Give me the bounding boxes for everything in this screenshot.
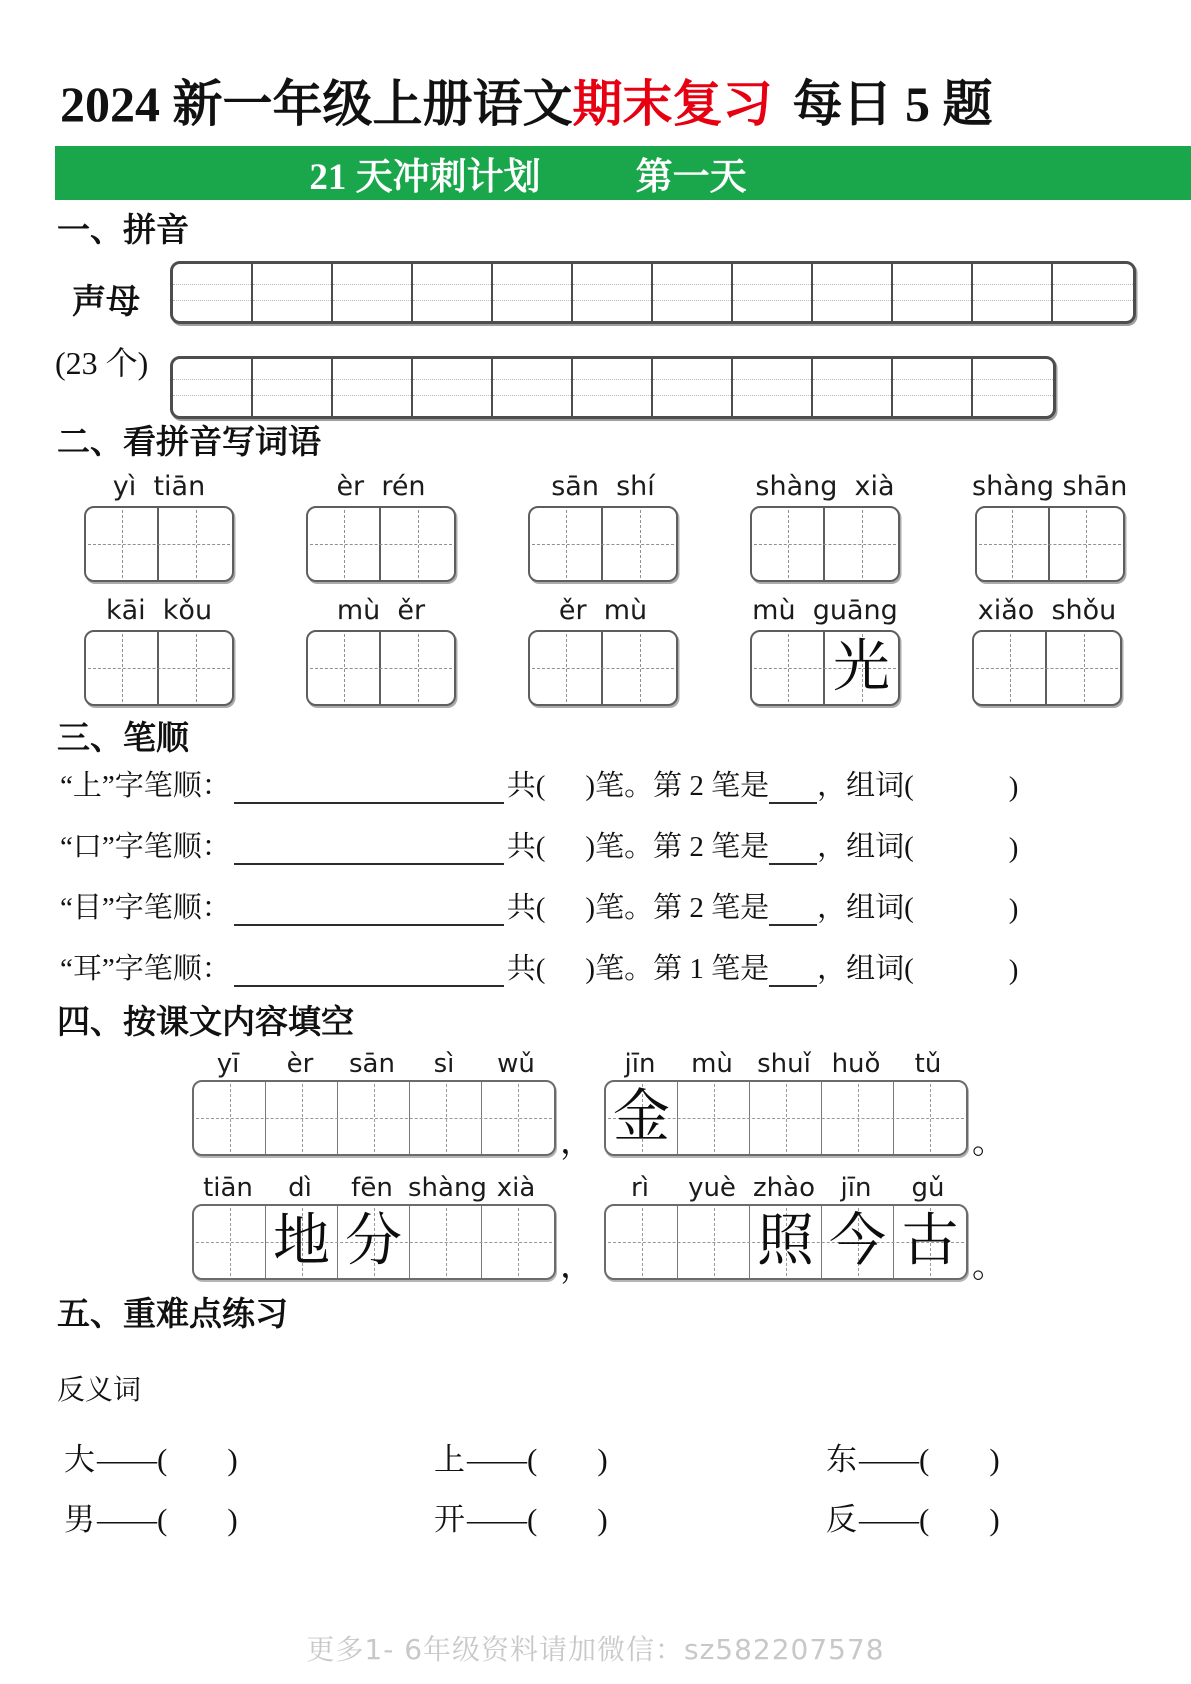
antonym-dash: —— <box>467 1442 525 1477</box>
pinyin-cell[interactable] <box>733 264 813 321</box>
answer-cell[interactable] <box>381 632 454 704</box>
pinyin-cell[interactable] <box>413 264 493 321</box>
antonym-row <box>64 1434 1144 1480</box>
section5-heading: 五、重难点练习 <box>57 1297 288 1333</box>
stroke-count-blank[interactable] <box>545 774 585 804</box>
close-paren: ) <box>227 1442 238 1477</box>
close-paren: ) <box>1008 893 1019 925</box>
antonym-item <box>826 1494 1000 1539</box>
pinyin-cell[interactable] <box>893 264 973 321</box>
stroke-count-blank[interactable] <box>545 957 585 987</box>
total-close: )笔。 <box>585 770 654 802</box>
antonym-char: 上 <box>434 1442 465 1477</box>
word-item <box>84 472 234 582</box>
pinyin-cell[interactable] <box>253 359 333 416</box>
pinyin-label: èr <box>286 1049 314 1079</box>
fill-in-row <box>192 1173 1010 1285</box>
prefilled-char: 地 <box>273 1209 330 1273</box>
character-grid <box>975 506 1125 582</box>
answer-cell[interactable] <box>86 508 159 580</box>
answer-cell[interactable] <box>822 1082 894 1154</box>
pinyin-label: huǒ <box>831 1049 881 1079</box>
nth-stroke-label: 第 2 笔是 <box>653 831 770 863</box>
prefilled-char: 光 <box>833 635 890 699</box>
answer-cell[interactable] <box>159 632 232 704</box>
pinyin-strip-row1 <box>170 261 1136 324</box>
antonym-char: 东 <box>826 1442 857 1477</box>
answer-cell[interactable] <box>482 1206 554 1278</box>
total-close: )笔。 <box>585 892 654 924</box>
total-open: 共( <box>506 953 546 985</box>
stroke-order-line <box>60 768 1018 804</box>
pinyin-label-row <box>604 1050 968 1078</box>
stroke-order-blank[interactable] <box>234 955 504 987</box>
pinyin-label: tǔ <box>914 1049 942 1079</box>
pinyin-cell[interactable] <box>573 359 653 416</box>
answer-cell[interactable] <box>308 632 381 704</box>
character-strip <box>604 1080 968 1156</box>
pinyin-cell[interactable] <box>653 264 733 321</box>
pinyin-label: shàng shān <box>972 471 1128 502</box>
zuci-label: ，组词( <box>817 953 914 985</box>
pinyin-label: jīn <box>840 1173 872 1203</box>
pinyin-cell[interactable] <box>733 359 813 416</box>
pinyin-label-row <box>604 1174 968 1202</box>
footer-note: 更多1- 6年级资料请加微信：sz582207578 <box>306 1633 885 1666</box>
open-paren: ( <box>527 1502 538 1537</box>
antonym-item <box>64 1434 238 1479</box>
answer-cell[interactable] <box>266 1082 338 1154</box>
answer-cell[interactable] <box>894 1206 966 1278</box>
fill-in-group <box>604 1050 968 1156</box>
answer-cell[interactable] <box>530 508 603 580</box>
close-paren: ) <box>227 1502 238 1537</box>
pinyin-label-row <box>192 1174 556 1202</box>
pinyin-label: shàng xià <box>755 471 895 502</box>
punctuation: 。 <box>972 1124 1006 1161</box>
prefilled-char: 分 <box>345 1209 402 1273</box>
prefilled-char: 古 <box>901 1209 959 1273</box>
pinyin-strip-row2 <box>170 356 1056 419</box>
answer-cell[interactable] <box>381 508 454 580</box>
pinyin-label: shuǐ <box>757 1049 811 1079</box>
pinyin-cell[interactable] <box>973 264 1053 321</box>
title-main: 2024 新一年级上册语文 <box>60 76 573 132</box>
zuci-label: ，组词( <box>817 831 914 863</box>
character-grid <box>306 630 456 706</box>
punctuation: ， <box>560 1248 594 1285</box>
pinyin-label: yì tiān <box>112 471 206 502</box>
answer-cell[interactable] <box>482 1082 554 1154</box>
character-grid <box>84 630 234 706</box>
section2-heading: 二、看拼音写词语 <box>57 425 321 461</box>
antonym-rows <box>64 1434 1144 1554</box>
fill-in-row <box>192 1049 1010 1161</box>
plan-banner <box>55 146 1191 200</box>
nth-stroke-label: 第 2 笔是 <box>653 892 770 924</box>
answer-cell[interactable] <box>977 508 1050 580</box>
answer-cell[interactable] <box>194 1082 266 1154</box>
antonym-dash: —— <box>97 1442 155 1477</box>
answer-cell[interactable] <box>159 508 232 580</box>
antonym-char: 开 <box>434 1502 465 1537</box>
nth-stroke-label: 第 1 笔是 <box>653 953 770 985</box>
pinyin-label: wǔ <box>497 1049 535 1079</box>
total-open: 共( <box>506 831 546 863</box>
antonym-subheading: 反义词 <box>57 1375 142 1406</box>
pinyin-cell[interactable] <box>333 359 413 416</box>
pinyin-label: mù guāng <box>752 595 898 626</box>
stroke-count-blank[interactable] <box>545 835 585 865</box>
open-paren: ( <box>157 1442 168 1477</box>
pinyin-label: kāi kǒu <box>105 595 213 626</box>
answer-cell[interactable] <box>410 1082 482 1154</box>
stroke-order-lines <box>60 768 1018 1012</box>
fill-in-group <box>192 1174 556 1280</box>
character-strip <box>604 1204 968 1280</box>
pinyin-cell[interactable] <box>173 264 253 321</box>
pinyin-label: fēn <box>351 1173 393 1203</box>
character-grid <box>750 506 900 582</box>
character-grid <box>84 506 234 582</box>
nth-stroke-blank[interactable] <box>769 772 817 804</box>
answer-cell[interactable] <box>530 632 603 704</box>
pinyin-label-row <box>192 1050 556 1078</box>
zuci-blank[interactable] <box>914 896 1009 926</box>
pinyin-cell[interactable] <box>813 359 893 416</box>
stroke-count-blank[interactable] <box>545 896 585 926</box>
answer-cell[interactable] <box>606 1082 678 1154</box>
pinyin-cell[interactable] <box>1053 264 1133 321</box>
total-open: 共( <box>506 892 546 924</box>
pinyin-label: jīn <box>624 1049 656 1079</box>
word-item <box>750 596 900 706</box>
line-head: “耳”字笔顺： <box>60 953 231 985</box>
stroke-order-blank[interactable] <box>234 833 504 865</box>
zuci-blank[interactable] <box>914 835 1009 865</box>
antonym-dash: —— <box>97 1502 155 1537</box>
pinyin-cell[interactable] <box>413 359 493 416</box>
title-suffix: 每日 5 题 <box>792 76 993 132</box>
pinyin-label: xià <box>496 1173 536 1203</box>
answer-cell[interactable] <box>1047 632 1120 704</box>
word-item <box>306 472 456 582</box>
answer-cell[interactable] <box>338 1082 410 1154</box>
prefilled-char: 今 <box>829 1209 886 1273</box>
stroke-order-blank[interactable] <box>234 894 504 926</box>
line-head: “口”字笔顺： <box>60 831 231 863</box>
antonym-item <box>826 1434 1000 1479</box>
character-strip <box>192 1204 556 1280</box>
shengmu-label: 声母 <box>72 284 140 321</box>
answer-cell[interactable] <box>825 508 898 580</box>
answer-cell[interactable] <box>338 1206 410 1278</box>
character-grid <box>750 630 900 706</box>
pinyin-cell[interactable] <box>653 359 733 416</box>
character-grid <box>528 630 678 706</box>
answer-cell[interactable] <box>266 1206 338 1278</box>
close-paren: ) <box>989 1502 1000 1537</box>
antonym-dash: —— <box>467 1502 525 1537</box>
antonym-row <box>64 1494 1144 1540</box>
plan-banner-text <box>0 146 1096 200</box>
open-paren: ( <box>919 1502 930 1537</box>
antonym-char: 反 <box>826 1502 857 1537</box>
word-item <box>84 596 234 706</box>
pinyin-label: xiǎo shǒu <box>977 595 1117 626</box>
fill-in-group <box>192 1050 556 1156</box>
zuci-label: ，组词( <box>817 892 914 924</box>
answer-cell[interactable] <box>606 1206 678 1278</box>
answer-cell[interactable] <box>894 1082 966 1154</box>
antonym-item <box>64 1494 238 1539</box>
word-item <box>972 596 1122 706</box>
character-grid <box>528 506 678 582</box>
stroke-order-blank[interactable] <box>234 772 504 804</box>
answer-cell[interactable] <box>678 1206 750 1278</box>
word-item <box>528 596 678 706</box>
character-grid <box>306 506 456 582</box>
antonym-item <box>434 1494 608 1539</box>
banner-day-label: 第一天 <box>635 157 747 198</box>
line-head: “目”字笔顺： <box>60 892 231 924</box>
pinyin-label: ěr mù <box>558 595 648 626</box>
fill-in-rows <box>192 1050 1010 1298</box>
pinyin-cell[interactable] <box>813 264 893 321</box>
close-paren: ) <box>597 1442 608 1477</box>
pinyin-label: èr rén <box>336 471 426 502</box>
punctuation: ， <box>560 1124 594 1161</box>
answer-cell[interactable] <box>308 508 381 580</box>
character-strip <box>192 1080 556 1156</box>
antonym-dash: —— <box>859 1442 917 1477</box>
nth-stroke-blank[interactable] <box>769 894 817 926</box>
word-item <box>750 472 900 582</box>
answer-cell[interactable] <box>750 1206 822 1278</box>
pinyin-label: yī <box>216 1049 240 1079</box>
fill-in-group <box>604 1174 968 1280</box>
banner-plan-label: 21 天冲刺计划 <box>309 157 541 198</box>
answer-cell[interactable] <box>825 632 898 704</box>
pinyin-label: rì <box>631 1173 649 1203</box>
close-paren: ) <box>1008 954 1019 986</box>
stroke-order-line <box>60 890 1018 926</box>
answer-cell[interactable] <box>86 632 159 704</box>
antonym-char: 大 <box>64 1442 95 1477</box>
pinyin-label: mù <box>691 1049 733 1079</box>
pinyin-cell[interactable] <box>573 264 653 321</box>
page-title <box>60 64 993 136</box>
section1-heading: 一、拼音 <box>57 213 189 249</box>
close-paren: ) <box>1008 771 1019 803</box>
pinyin-label: sì <box>433 1049 455 1079</box>
answer-cell[interactable] <box>678 1082 750 1154</box>
total-open: 共( <box>506 770 546 802</box>
zuci-blank[interactable] <box>914 957 1009 987</box>
pinyin-label: mù ěr <box>336 595 426 626</box>
pinyin-cell[interactable] <box>333 264 413 321</box>
total-close: )笔。 <box>585 953 654 985</box>
total-close: )笔。 <box>585 831 654 863</box>
pinyin-cell[interactable] <box>173 359 253 416</box>
word-item <box>306 596 456 706</box>
word-item <box>528 472 678 582</box>
close-paren: ) <box>1008 832 1019 864</box>
nth-stroke-label: 第 2 笔是 <box>653 770 770 802</box>
pinyin-label: yuè <box>688 1173 736 1203</box>
pinyin-cell[interactable] <box>893 359 973 416</box>
answer-cell[interactable] <box>752 508 825 580</box>
close-paren: ) <box>989 1442 1000 1477</box>
nth-stroke-blank[interactable] <box>769 833 817 865</box>
answer-cell[interactable] <box>822 1206 894 1278</box>
prefilled-char: 金 <box>613 1085 670 1149</box>
close-paren: ) <box>597 1502 608 1537</box>
antonym-item <box>434 1434 608 1479</box>
pinyin-label: sān <box>349 1049 395 1079</box>
answer-cell[interactable] <box>974 632 1047 704</box>
pinyin-label: gǔ <box>911 1173 945 1203</box>
open-paren: ( <box>527 1442 538 1477</box>
pinyin-cell[interactable] <box>493 264 573 321</box>
zuci-label: ，组词( <box>817 770 914 802</box>
pinyin-label: tiān <box>203 1173 253 1203</box>
stroke-order-line <box>60 829 1018 865</box>
punctuation: 。 <box>972 1248 1006 1285</box>
character-grid <box>972 630 1122 706</box>
antonym-char: 男 <box>64 1502 95 1537</box>
answer-cell[interactable] <box>603 632 676 704</box>
word-grid-list <box>84 472 1159 706</box>
answer-cell[interactable] <box>750 1082 822 1154</box>
answer-cell[interactable] <box>603 508 676 580</box>
nth-stroke-blank[interactable] <box>769 955 817 987</box>
pinyin-label: zhào <box>753 1173 815 1203</box>
answer-cell[interactable] <box>194 1206 266 1278</box>
title-highlight: 期末复习 <box>572 76 773 132</box>
pinyin-cell[interactable] <box>253 264 333 321</box>
prefilled-char: 照 <box>757 1209 814 1273</box>
section4-heading: 四、按课文内容填空 <box>57 1005 354 1041</box>
open-paren: ( <box>919 1442 930 1477</box>
shengmu-count-label: (23 个) <box>55 345 149 381</box>
antonym-dash: —— <box>859 1502 917 1537</box>
zuci-blank[interactable] <box>914 774 1009 804</box>
answer-cell[interactable] <box>752 632 825 704</box>
answer-cell[interactable] <box>410 1206 482 1278</box>
answer-cell[interactable] <box>1050 508 1123 580</box>
pinyin-label: dì <box>288 1173 312 1203</box>
pinyin-cell[interactable] <box>493 359 573 416</box>
line-head: “上”字笔顺： <box>60 770 231 802</box>
open-paren: ( <box>157 1502 168 1537</box>
pinyin-label: sān shí <box>551 471 655 502</box>
stroke-order-line <box>60 951 1018 987</box>
section3-heading: 三、笔顺 <box>57 721 189 757</box>
pinyin-label: shàng <box>408 1173 487 1203</box>
word-item <box>972 472 1127 582</box>
pinyin-cell[interactable] <box>973 359 1053 416</box>
